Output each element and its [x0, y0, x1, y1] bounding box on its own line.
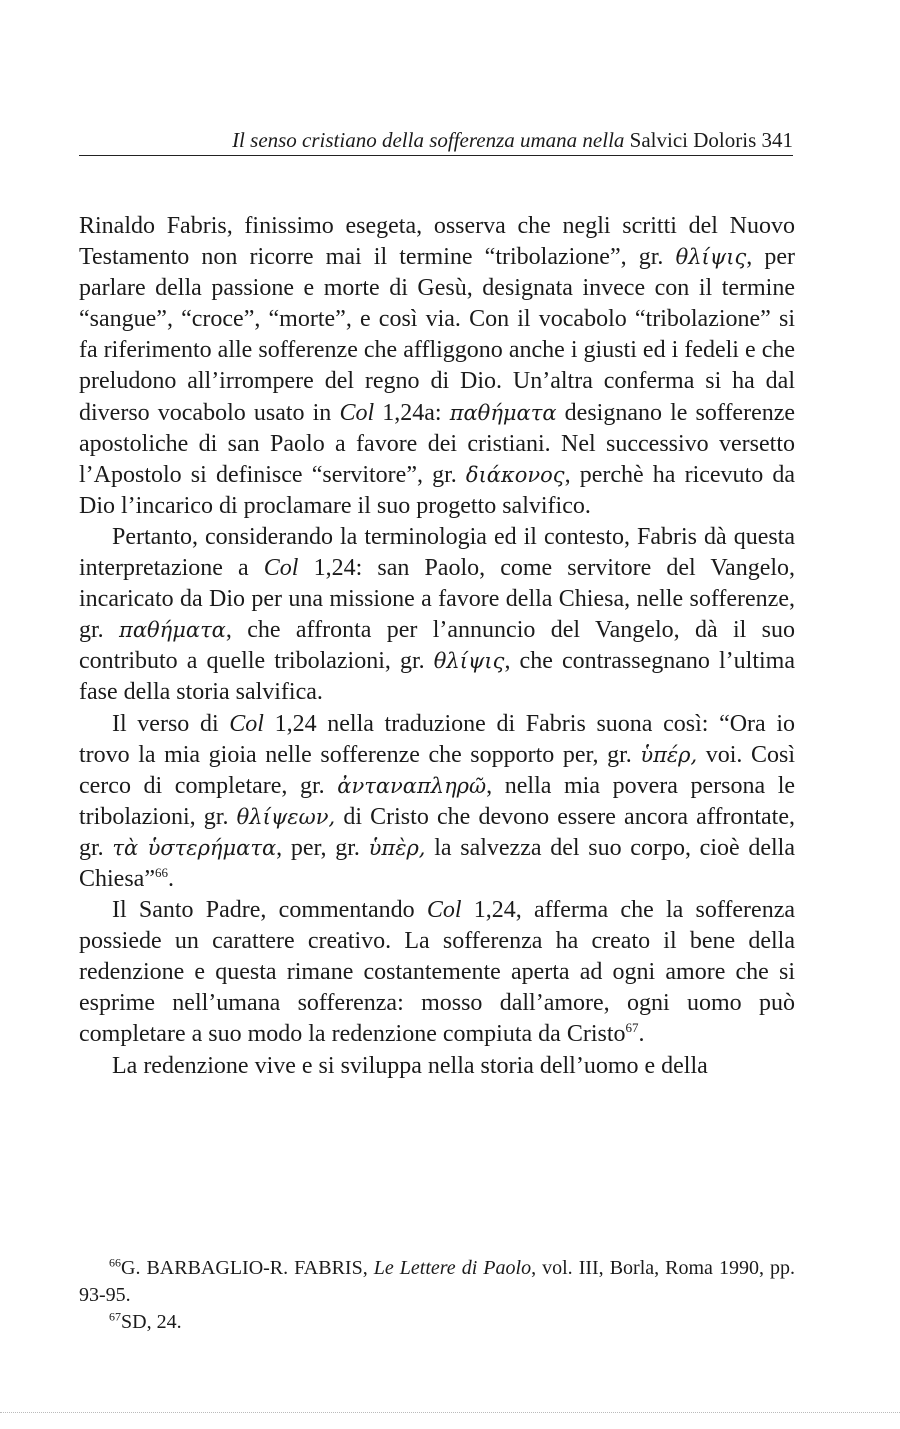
scripture-ref: Col: [339, 399, 375, 426]
text-run: , che affronta per l’annuncio del Vangelo, dà il suo contributo a quelle tribolazioni, gr.: [79, 617, 795, 675]
footnote-text: SD, 24.: [121, 1311, 182, 1333]
greek-term: διάκονος: [465, 462, 565, 487]
header-rule: [79, 155, 793, 156]
text-run: Il Santo Padre, commentando: [112, 897, 415, 924]
paragraph-4: [79, 895, 795, 1050]
greek-term: ὑπέρ,: [640, 742, 698, 767]
text-run: , nella mia povera persona le tribolazioni, gr.: [79, 772, 796, 830]
footnote-details: , vol. III, Borla, Roma 1990, pp. 93-95.: [79, 1257, 795, 1306]
text-run: 1,24a:: [382, 399, 442, 426]
header-title-roman: Salvici Doloris: [629, 128, 757, 152]
text-run: .: [638, 1021, 645, 1048]
text-run: La redenzione vive e si sviluppa nella storia dell’uomo e della: [112, 1052, 708, 1079]
text-run: voi. Così cerco di completare, gr.: [79, 741, 796, 799]
page-number: 341: [761, 128, 793, 152]
header-title-italic: Il senso cristiano della sofferenza umana nella: [232, 128, 625, 152]
greek-term: ὑπὲρ,: [368, 835, 426, 860]
text-run: di Cristo che devono essere ancora affrontate, gr.: [79, 803, 796, 861]
text-run: , per, gr.: [276, 834, 360, 861]
main-text: [79, 211, 795, 1082]
greek-term: θλίψις: [675, 245, 747, 270]
text-run: Rinaldo Fabris, finissimo esegeta, osserva che negli scritti del Nuovo Testamento non ricorre mai il termine “tribolazione”, gr.: [79, 213, 795, 271]
footnote-title: Le Lettere di Paolo: [373, 1257, 532, 1279]
text-run: .: [167, 865, 174, 892]
paragraph-5: [79, 1051, 795, 1082]
greek-term: θλίψεων,: [236, 804, 336, 829]
text-run: designano le sofferenze apostoliche di san Paolo a favore dei cristiani. Nel successivo versetto l’Apostolo si definisce “servitore”, gr.: [79, 399, 796, 488]
text-run: la salvezza del suo corpo, cioè della Chiesa”: [79, 834, 795, 892]
scripture-ref: Col: [229, 710, 264, 737]
text-run: , per parlare della passione e morte di Gesù, designata invece con il termine “sangue”, “croce”, “morte”, e così via. Con il vocabolo “tribolazione” si fa riferimento alle sofferenze che affliggono anche i giusti ed i fedeli e che preludono all’irrompere del regno di Dio. Un’altra conferma si ha dal diverso vocabolo usato in: [79, 244, 796, 426]
footnote-marker[interactable]: 66: [154, 864, 168, 880]
paragraph-1: [79, 211, 795, 522]
scripture-ref: Col: [426, 897, 462, 924]
footnote-marker[interactable]: 67: [625, 1020, 639, 1036]
text-run: Il verso di: [112, 710, 219, 737]
paragraph-2: [79, 522, 795, 709]
text-run: , che contrassegnano l’ultima fase della storia salvifica.: [79, 648, 795, 706]
footnote-number: 67: [109, 1309, 121, 1324]
greek-term: ἀνταναπληρῶ: [337, 773, 487, 798]
running-header: [79, 126, 793, 154]
paragraph-3: [79, 709, 795, 896]
scripture-ref: Col: [263, 555, 299, 582]
footnotes: [79, 1255, 795, 1336]
greek-term: παθήματα: [119, 618, 226, 643]
text-run: Pertanto, considerando la terminologia ed il contesto, Fabris dà questa interpretazione a: [79, 523, 795, 582]
footnote-number: 66: [109, 1255, 121, 1270]
footnote-66: [79, 1255, 795, 1309]
text-run: 1,24, afferma che la sofferenza possiede un carattere creativo. La sofferenza ha creato il bene della redenzione e questa rimane costantemente aperta ad ogni amore che si esprime nell’umana sofferenza: mosso dall’amore, ogni uomo può completare a suo modo la redenzione compiuta da Cristo: [79, 897, 796, 1048]
greek-term: θλίψις: [433, 649, 505, 674]
text-run: , perchè ha ricevuto da Dio l’incarico di proclamare il suo progetto salvifico.: [79, 461, 795, 519]
text-run: 1,24 nella traduzione di Fabris suona così: “Ora io trovo la mia gioia nelle sofferenze che sopporto per, gr.: [79, 710, 796, 768]
greek-term: παθήματα: [449, 400, 557, 425]
scan-edge-line: [0, 1412, 900, 1413]
footnote-67: [79, 1309, 795, 1336]
footnote-author: G. BARBAGLIO-R. FABRIS,: [121, 1257, 368, 1279]
text-run: 1,24: san Paolo, come servitore del Vangelo, incaricato da Dio per una missione a favore della Chiesa, nelle sofferenze, gr.: [79, 555, 796, 644]
greek-term: τὰ ὑστερήματα: [112, 835, 277, 860]
